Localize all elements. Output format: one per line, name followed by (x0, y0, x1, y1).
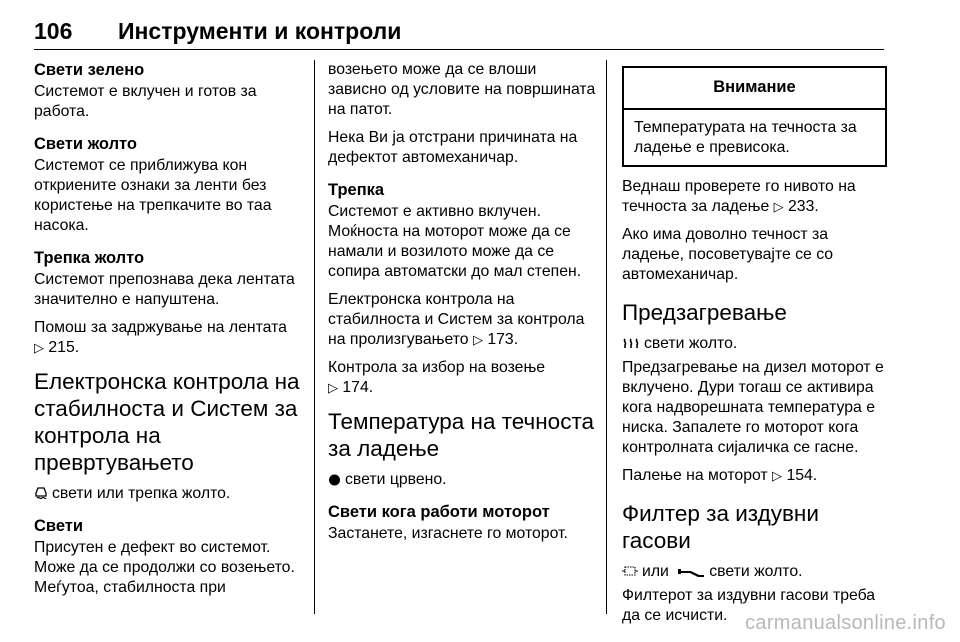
running-title: Инструменти и контроли (118, 18, 402, 44)
column-divider-1 (314, 60, 315, 614)
text-preheat-icon (622, 334, 887, 354)
text-filter-clean: Филтерот за издувни гасови треба да се исчисти. (622, 587, 876, 624)
text-if-enough: Ако има доволно течност за ладење, посоветувајте се со автомеханичар. (622, 226, 834, 283)
heading-lights: Свети (34, 517, 84, 535)
filter-icon-text: свети жолто. (709, 563, 803, 580)
page-header (34, 18, 884, 48)
text-preheat-desc: Предзагревање на дизел моторот е вклучено. Дури тогаш се активира кога надворешната температура е ниска. Запалете го моторот кога контролната сијаличка се гасне. (622, 359, 884, 456)
exhaust-pipe-icon (677, 566, 705, 578)
column-3 (622, 66, 887, 634)
text-system-approaching: Системот се приближува кон откриените ознаки за ленти без користење на трепкачите во таа насока. (34, 157, 272, 234)
page-ref-154[interactable]: 154. (786, 467, 818, 484)
warning-title: Внимание (624, 68, 885, 110)
lane-keep-text: Помош за задржување на лентата (34, 319, 287, 336)
warning-body: Температурата на течноста за ладење е превисока. (634, 119, 857, 156)
text-have-fixed: Нека Ви ја отстрани причината на дефектот автомеханичар. (328, 129, 578, 166)
or-text: или (642, 563, 669, 580)
text-check-level (622, 177, 887, 217)
header-rule (34, 49, 884, 50)
text-filter-icons (622, 562, 887, 582)
column-2 (328, 60, 598, 552)
footer-watermark[interactable]: carmanualsonline.info (745, 612, 946, 634)
esc-icon-text: свети или трепка жолто. (52, 485, 231, 502)
column-divider-2 (606, 60, 607, 614)
text-lane-keep-ref (34, 318, 308, 358)
page-ref-arrow-icon: ▷ (472, 332, 483, 347)
heading-lights-green: Свети зелено (34, 61, 145, 79)
page-ref-arrow-icon: ▷ (772, 468, 783, 483)
glow-plug-icon (622, 337, 640, 350)
heading-coolant-temp: Температура на течноста за ладење (328, 409, 595, 461)
ignition-text: Палење на моторот (622, 467, 768, 484)
page-ref-arrow-icon: ▷ (328, 380, 338, 395)
text-stop-engine: Застанете, изгаснете го моторот. (328, 525, 568, 542)
page-ref-173[interactable]: 173. (487, 331, 519, 348)
lights-red-text: свети црвено. (345, 471, 447, 488)
exhaust-filter-icon (622, 564, 638, 578)
column-1 (34, 60, 308, 606)
page-ref-arrow-icon: ▷ (773, 199, 784, 214)
page-ref-215[interactable]: 215. (48, 339, 80, 356)
text-esc-icon (34, 484, 308, 504)
check-level-text: Веднаш проверете го нивото на течноста за ладење (622, 178, 856, 215)
heading-engine-running: Свети кога работи моторот (328, 503, 550, 521)
heading-esc: Електронска контрола на стабилноста и Систем за контрола на превртувањето (34, 369, 300, 475)
text-system-on: Системот е вклучен и готов за работа. (34, 83, 257, 120)
text-driving-continued: возењето може да се влоши зависно од условите на површината на патот. (328, 61, 596, 118)
heading-exhaust-filter: Филтер за издувни гасови (622, 501, 819, 553)
heading-preheating: Предзагревање (622, 300, 787, 325)
page-ref-arrow-icon: ▷ (34, 340, 44, 355)
heading-flashing-yellow: Трепка жолто (34, 249, 145, 267)
heading-lights-yellow: Свети жолто (34, 135, 137, 153)
text-system-detects: Системот препознава дека лентата значително е напуштена. (34, 271, 295, 308)
page-number: 106 (34, 18, 73, 44)
text-drive-mode-ref (328, 358, 598, 398)
red-dot-icon (328, 473, 341, 486)
drive-mode-text: Контрола за избор на возење (328, 359, 546, 376)
text-ignition-ref (622, 466, 887, 486)
preheat-icon-text: свети жолто. (644, 335, 738, 352)
text-active: Системот е активно вклучен. Моќноста на моторот може да се намали и возилото може да се сопира автоматски до мал степен. (328, 203, 582, 280)
text-esc-ref (328, 290, 598, 350)
esc-ref-text: Електронска контрола на стабилноста и Систем за контрола на пролизгувањето (328, 291, 585, 348)
warning-box (622, 66, 887, 167)
page-ref-233[interactable]: 233. (788, 198, 819, 215)
heading-flashing: Трепка (328, 181, 385, 199)
esc-skid-car-icon (34, 485, 48, 500)
text-fault: Присутен е дефект во системот. Може да се продолжи со возењето. Меѓутоа, стабилноста при (34, 539, 295, 596)
page-ref-174[interactable]: 174. (342, 379, 374, 396)
text-lights-red (328, 470, 598, 490)
